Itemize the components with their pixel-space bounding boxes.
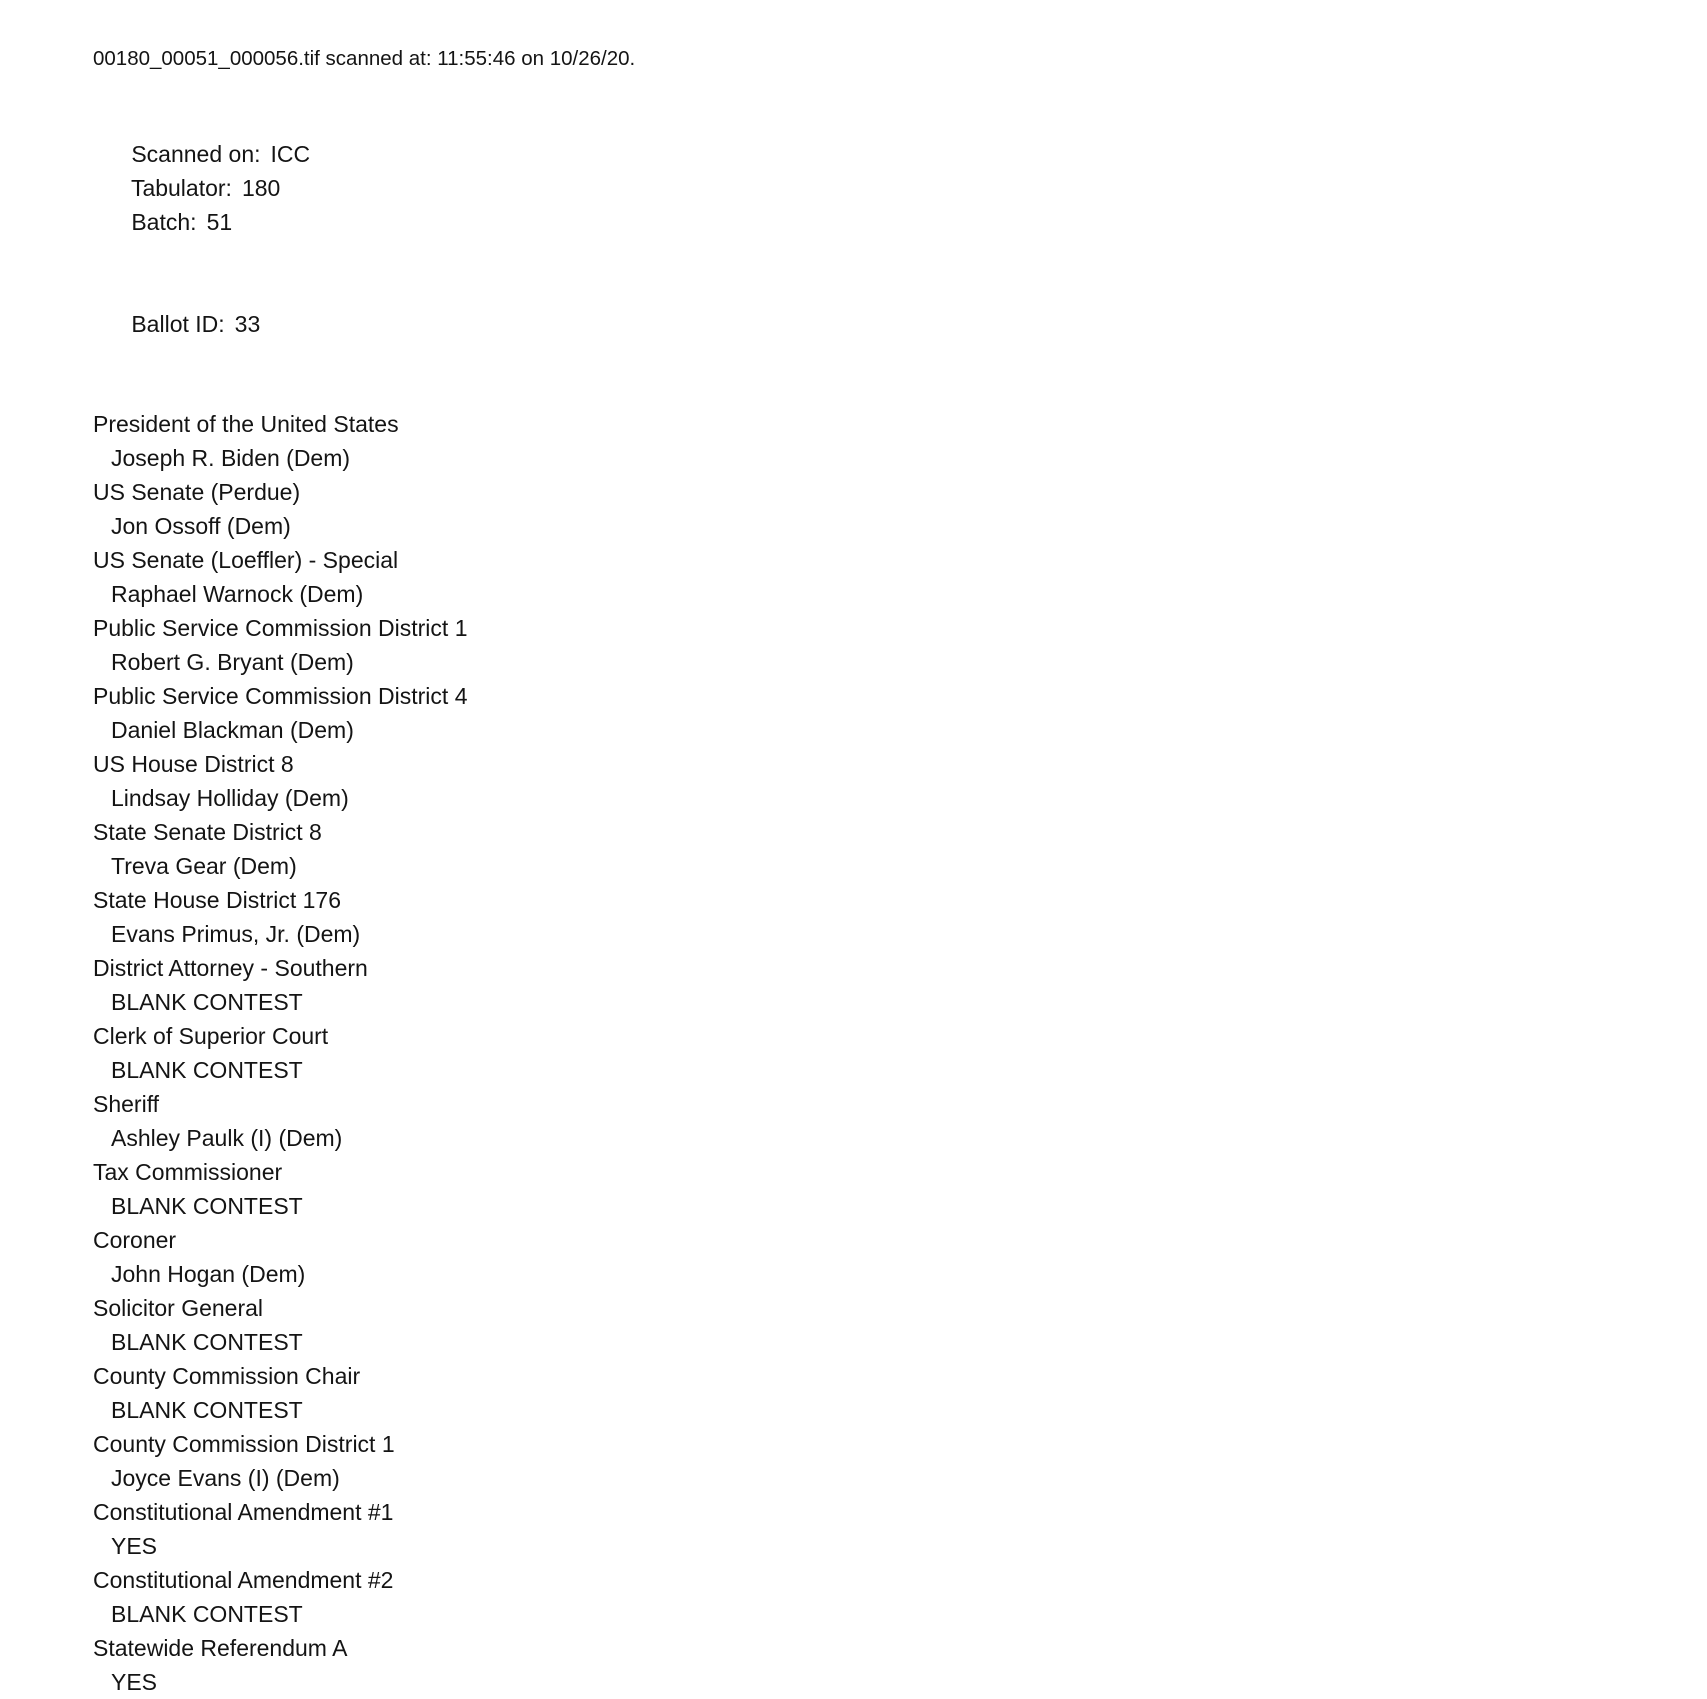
contest-title: County Commission Chair xyxy=(93,1363,361,1389)
ballot-id-label: Ballot ID: xyxy=(131,311,225,337)
contest-title: US House District 8 xyxy=(93,751,294,777)
contest-title: President of the United States xyxy=(93,411,399,437)
contest-title: Constitutional Amendment #1 xyxy=(93,1499,394,1525)
batch-label: Batch: xyxy=(131,209,197,235)
contest-selection: Joseph R. Biden (Dem) xyxy=(111,445,351,471)
scan-file-line: 00180_00051_000056.tif scanned at: 11:55:46 on 10/26/20. xyxy=(93,47,636,70)
contest-row xyxy=(93,1087,1667,1155)
contest-selection: Jon Ossoff (Dem) xyxy=(111,513,291,539)
contest-row xyxy=(93,407,1667,475)
spacer xyxy=(93,375,1667,407)
contest-selection: John Hogan (Dem) xyxy=(111,1261,306,1287)
contest-title: Sheriff xyxy=(93,1091,160,1117)
contest-selection: Daniel Blackman (Dem) xyxy=(111,717,354,743)
contest-selection: BLANK CONTEST xyxy=(111,1601,303,1627)
contest-title: County Commission District 1 xyxy=(93,1431,395,1457)
contest-title: Coroner xyxy=(93,1227,177,1253)
contest-row xyxy=(93,1359,1667,1427)
ballot-id-value: 33 xyxy=(234,311,261,337)
contest-row xyxy=(93,747,1667,815)
tabulator-segment xyxy=(131,175,280,201)
contest-selection: Joyce Evans (I) (Dem) xyxy=(111,1465,340,1491)
contest-selection: Treva Gear (Dem) xyxy=(111,853,297,879)
contest-title: Clerk of Superior Court xyxy=(93,1023,329,1049)
contest-row xyxy=(93,815,1667,883)
contest-title: Constitutional Amendment #2 xyxy=(93,1567,394,1593)
contest-selection: Ashley Paulk (I) (Dem) xyxy=(111,1125,343,1151)
contest-row xyxy=(93,1563,1667,1631)
contest-row xyxy=(93,1495,1667,1563)
tabulator-label: Tabulator: xyxy=(130,175,232,201)
contest-row xyxy=(93,883,1667,951)
ballot-id-line xyxy=(93,273,1667,375)
contest-row xyxy=(93,1223,1667,1291)
contest-title: Solicitor General xyxy=(93,1295,264,1321)
contest-row xyxy=(93,1427,1667,1495)
contest-selection: BLANK CONTEST xyxy=(111,1329,303,1355)
contest-selection: Evans Primus, Jr. (Dem) xyxy=(111,921,361,947)
contest-row xyxy=(93,475,1667,543)
scanned-on-segment xyxy=(131,141,310,167)
contest-selection: Raphael Warnock (Dem) xyxy=(111,581,364,607)
contest-row xyxy=(93,1155,1667,1223)
contest-selection: BLANK CONTEST xyxy=(111,989,303,1015)
scanned-on-label: Scanned on: xyxy=(131,141,261,167)
contest-row xyxy=(93,679,1667,747)
batch-value: 51 xyxy=(206,209,233,235)
contest-row xyxy=(93,1631,1667,1699)
contest-title: US Senate (Loeffler) - Special xyxy=(93,547,399,573)
contest-title: Statewide Referendum A xyxy=(93,1635,348,1661)
contest-selection: BLANK CONTEST xyxy=(111,1057,303,1083)
contest-title: Tax Commissioner xyxy=(93,1159,283,1185)
contest-row xyxy=(93,543,1667,611)
contest-row xyxy=(93,1019,1667,1087)
tabulator-value: 180 xyxy=(241,175,281,201)
contest-row xyxy=(93,1291,1667,1359)
contest-list xyxy=(93,407,1667,1699)
scanned-on-value: ICC xyxy=(270,141,311,167)
contest-title: US Senate (Perdue) xyxy=(93,479,301,505)
contest-selection: YES xyxy=(111,1533,158,1559)
contest-title: Public Service Commission District 1 xyxy=(93,615,468,641)
contest-selection: YES xyxy=(111,1669,158,1695)
ballot-record-content xyxy=(93,45,1667,1699)
contest-selection: Lindsay Holliday (Dem) xyxy=(111,785,349,811)
contest-row xyxy=(93,951,1667,1019)
batch-segment xyxy=(131,209,232,235)
scan-info-line xyxy=(93,103,1667,273)
contest-selection: Robert G. Bryant (Dem) xyxy=(111,649,354,675)
contest-title: State Senate District 8 xyxy=(93,819,322,845)
contest-title: Public Service Commission District 4 xyxy=(93,683,468,709)
contest-title: District Attorney - Southern xyxy=(93,955,368,981)
contest-title: State House District 176 xyxy=(93,887,342,913)
contest-row xyxy=(93,611,1667,679)
contest-selection: BLANK CONTEST xyxy=(111,1397,303,1423)
contest-selection: BLANK CONTEST xyxy=(111,1193,303,1219)
